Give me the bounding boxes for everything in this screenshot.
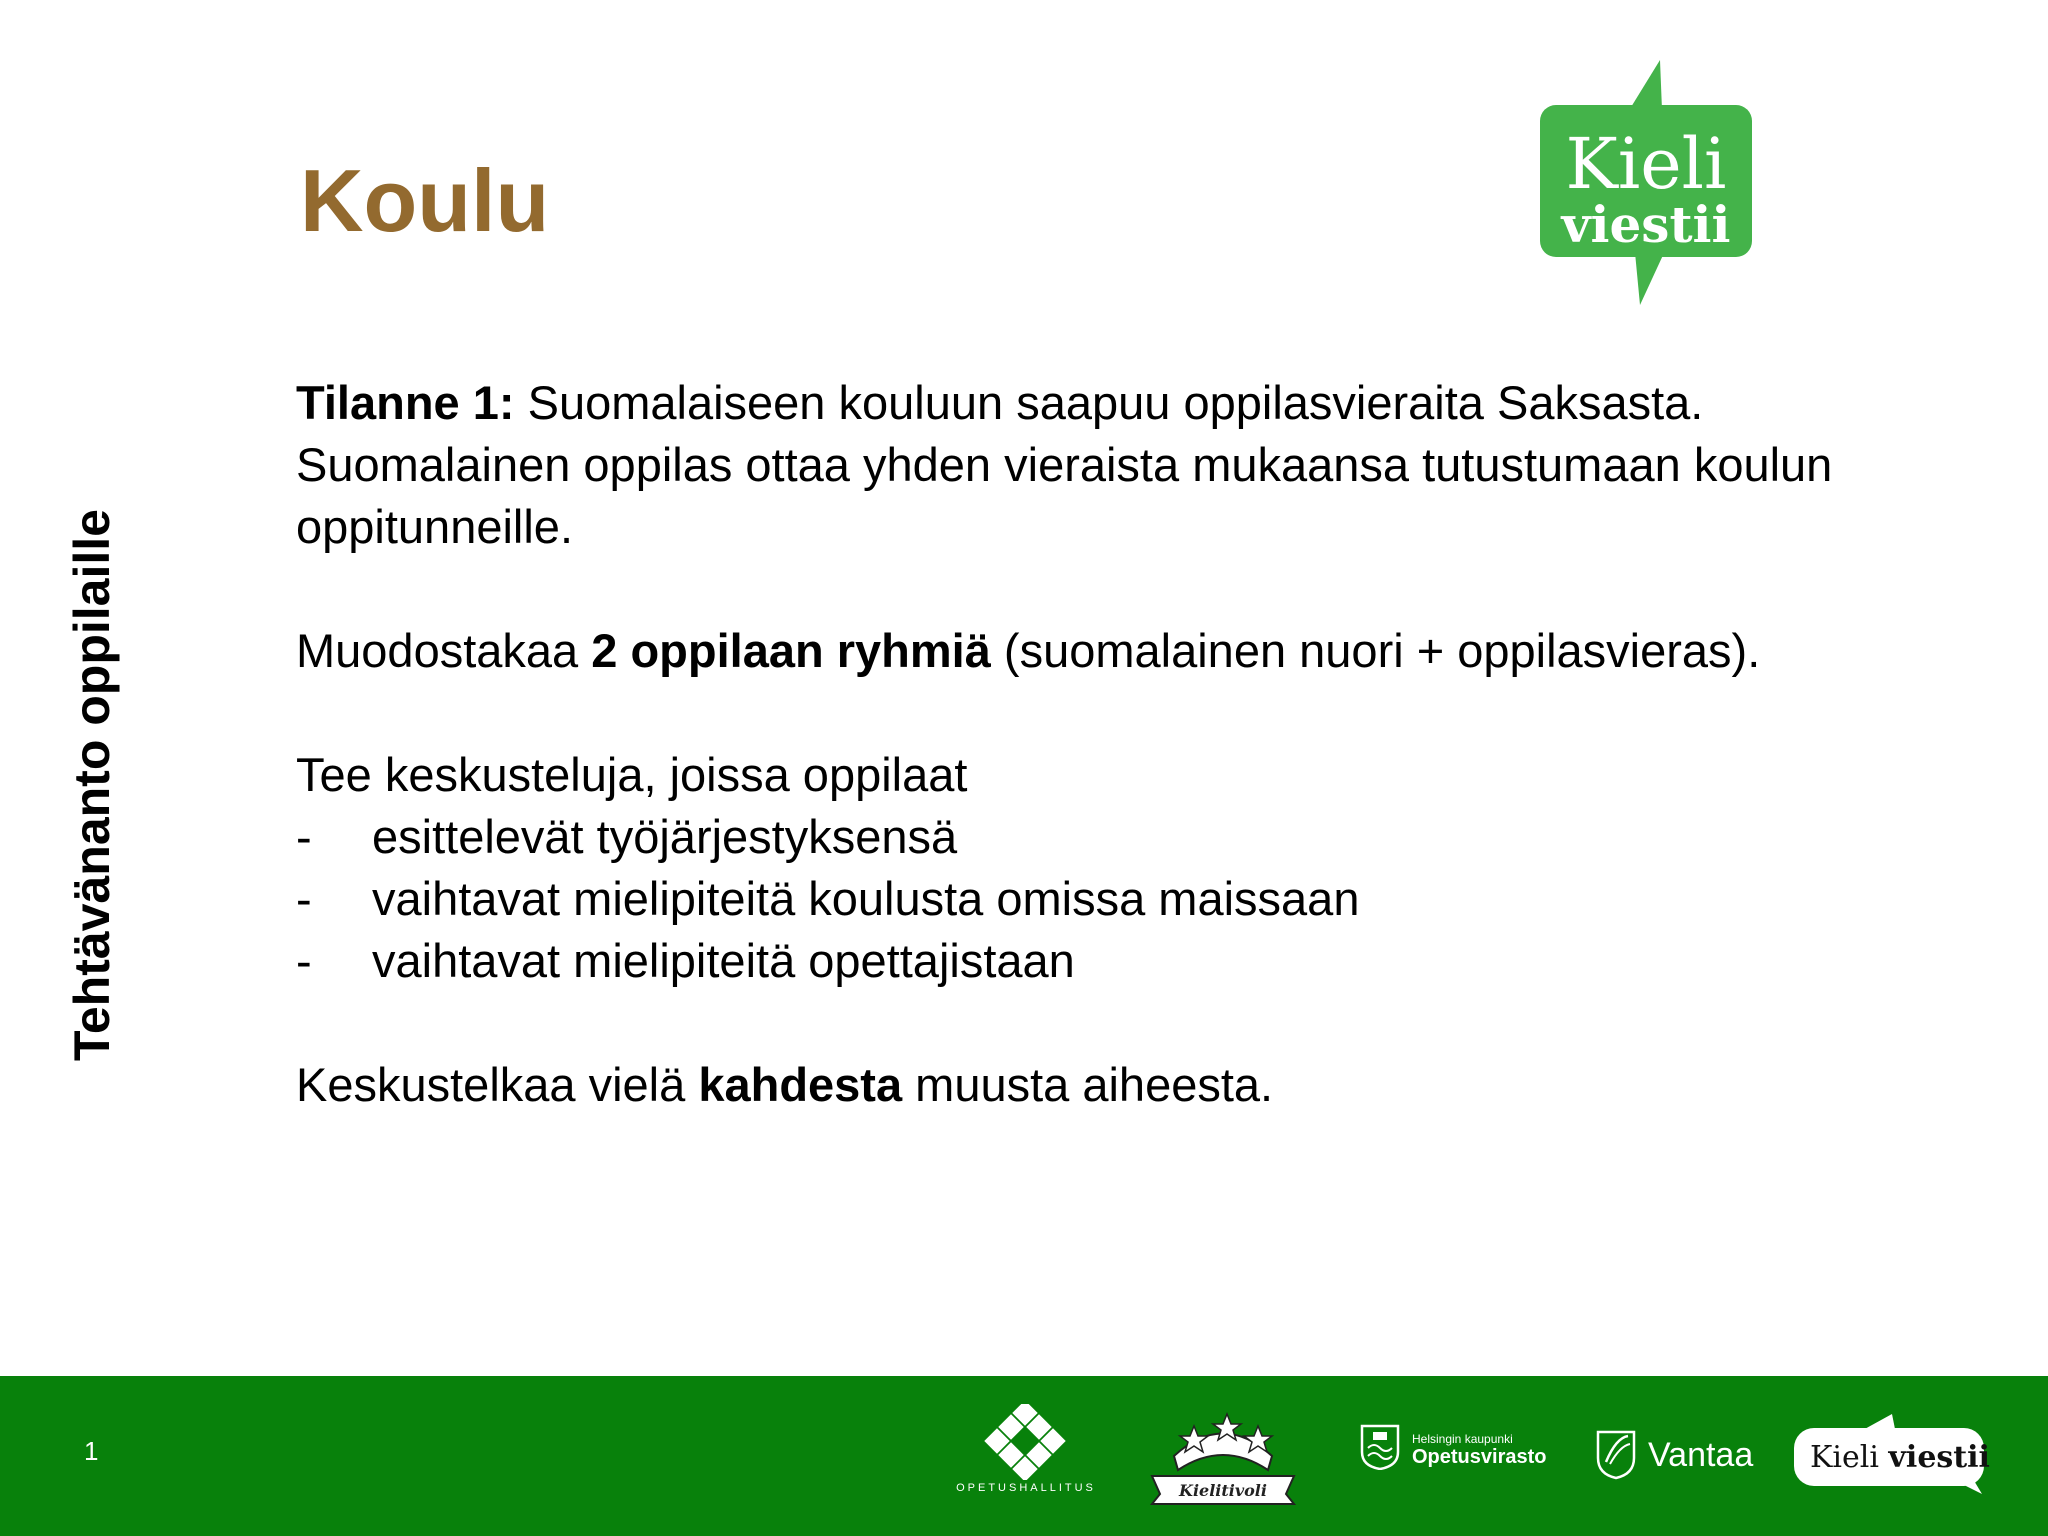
vantaa-logo — [1594, 1428, 1764, 1488]
kv-footer-viestii: viestii — [1888, 1440, 1990, 1475]
side-label: Tehtävänanto oppilaille — [64, 509, 120, 1061]
list-item-text: esittelevät työjärjestyksensä — [372, 810, 958, 863]
slide-body — [296, 372, 1856, 1116]
list-item-text: vaihtavat mielipiteitä koulusta omissa maissaan — [372, 872, 1360, 925]
opetusvirasto-label: Opetusvirasto — [1412, 1446, 1547, 1468]
vantaa-label: Vantaa — [1648, 1436, 1754, 1474]
list-item-text: vaihtavat mielipiteitä opettajistaan — [372, 934, 1075, 987]
kieli-viestii-footer-logo — [1792, 1414, 1988, 1494]
logo-text-kieli: Kieli — [1565, 123, 1727, 205]
kielitivoli-text: Kielitivoli — [1179, 1481, 1267, 1500]
helsinki-city-label: Helsingin kaupunki — [1412, 1432, 1513, 1446]
kieli-viestii-footer-text — [1810, 1440, 1990, 1475]
footer-bar — [0, 1376, 2048, 1536]
kv-footer-kieli: Kieli — [1810, 1440, 1879, 1475]
logo-text-viestii: viestii — [1561, 195, 1731, 254]
situation-text: Suomalaiseen kouluun saapuu oppilasvieraita Saksasta. Suomalainen oppilas ottaa yhden vieraista mukaansa tutustumaan koulun oppitunneille. — [296, 376, 1833, 553]
kielitivoli-logo — [1146, 1406, 1300, 1506]
diamond-pattern-icon — [956, 1404, 1096, 1480]
helsinki-opetusvirasto-logo — [1360, 1424, 1560, 1484]
groups-text-pre: Muodostakaa — [296, 624, 592, 677]
tasks-intro: Tee keskusteluja, joissa oppilaat — [296, 748, 968, 801]
paragraph-extra — [296, 1054, 1856, 1116]
paragraph-situation — [296, 372, 1856, 558]
opetushallitus-logo — [956, 1404, 1096, 1504]
list-item — [296, 868, 1856, 930]
helsinki-crest-icon — [1360, 1424, 1400, 1470]
extra-text-bold: kahdesta — [698, 1058, 903, 1111]
list-item — [296, 806, 1856, 868]
list-item — [296, 930, 1856, 992]
extra-text-pre: Keskustelkaa vielä — [296, 1058, 699, 1111]
vantaa-crest-icon — [1594, 1428, 1638, 1480]
groups-text-bold: 2 oppilaan ryhmiä — [591, 624, 991, 677]
paragraph-tasks — [296, 744, 1856, 992]
list-dash: - — [296, 934, 312, 987]
paragraph-groups — [296, 620, 1856, 682]
page-number: 1 — [84, 1436, 99, 1466]
situation-label: Tilanne 1: — [296, 376, 515, 429]
slide-title: Koulu — [300, 151, 550, 250]
opetushallitus-label: OPETUSHALLITUS — [956, 1482, 1096, 1494]
extra-text-post: muusta aiheesta. — [902, 1058, 1274, 1111]
kieli-viestii-logo — [1540, 60, 1760, 310]
groups-text-post: (suomalainen nuori + oppilasvieras). — [990, 624, 1761, 677]
list-dash: - — [296, 810, 312, 863]
list-dash: - — [296, 872, 312, 925]
